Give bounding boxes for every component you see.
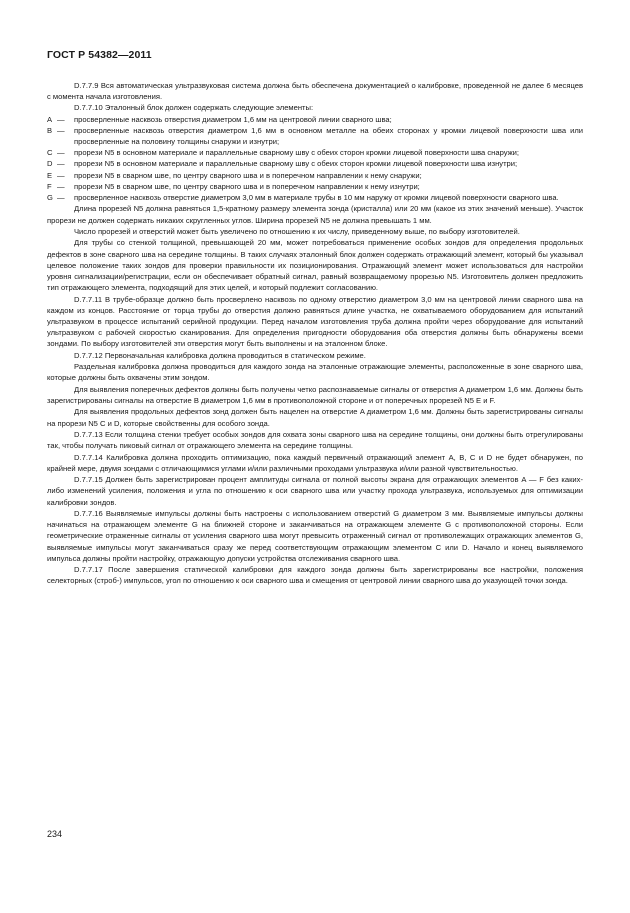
list-item-key: E bbox=[47, 170, 53, 180]
paragraph-d7-7-11: D.7.7.11 В трубе-образце должно быть просверлено насквозь по одному отверстию диаметром 3,0 мм на центровой линии сварного шва на каждом из концов. Расстояние от торца трубы до отверстия должно равняться длине участка, не охватываемого оборудованием для испытаний ультразвуком в процессе испытаний серийной продукции. Перед началом изготовления труба должна пройти через оборудование для испытаний ультразвуком с рабочей скоростью сканирования. Для определения пригодности оборудования оба отверстия должны быть обнаружены всеми зондами. По выбору изготовителей эти отверстия могут быть выполнены и на эталонном блоке. bbox=[47, 294, 583, 349]
list-item-c bbox=[47, 147, 583, 158]
list-item-dash: — bbox=[57, 114, 65, 124]
list-item-key: F bbox=[47, 181, 52, 191]
list-item-dash: — bbox=[57, 159, 65, 169]
list-item-e bbox=[47, 170, 583, 181]
list-item-text: просверленные насквозь отверстия диаметром 1,6 мм в основном металле на обеих сторонах у кромки лицевой поверхности шва или просверленные на половину толщины снаружи и изнутри; bbox=[74, 125, 583, 147]
paragraph-d7-7-14: D.7.7.14 Калибровка должна проходить оптимизацию, пока каждый первичный отражающий элемент A, B, C и D не будет обнаружен, по крайней мере, двумя зондами с отличающимися углами и/или различными проходами ультразвука и/или разной чувствительностью. bbox=[47, 452, 583, 473]
list-item-dash: — bbox=[57, 170, 65, 180]
list-item-text: прорези N5 в сварном шве, по центру сварного шва и в поперечном направлении к нему изнутри; bbox=[74, 181, 420, 191]
list-item-key: B bbox=[47, 125, 53, 135]
paragraph-thick-wall: Для трубы со стенкой толщиной, превышающей 20 мм, может потребоваться применение особых зондов для определения продольных дефектов в зоне сварного шва на середине толщины. В таких случаях эталонный блок должен содержать отражающий элемент, который бы указывал целевое положение таких зондов для проверки правильности их позиционирования. Отражающий элемент может использоваться для настройки уровня сигнализации/регистрации, если он обеспечивает обратный сигнал, равный возвращаемому прорезью N5. Изготовитель должен предложить тип отражающего элемента, подходящий для этих целей, и который подлежит согласованию. bbox=[47, 238, 583, 293]
paragraph-separate-calibration: Раздельная калибровка должна проводиться для каждого зонда на эталонные отражающие элементы, расположенные в зоне сварного шва, которые должны быть охвачены этим зондом. bbox=[47, 362, 583, 383]
list-item-key: A bbox=[47, 114, 53, 124]
reference-block-list bbox=[47, 114, 583, 204]
list-item-text: просверленные насквозь отверстия диаметром 1,6 мм на центровой линии сварного шва; bbox=[74, 114, 392, 124]
page-number: 234 bbox=[47, 829, 63, 839]
list-item-key: C bbox=[47, 148, 53, 158]
list-item-b bbox=[47, 125, 583, 147]
list-item-text: просверленное насквозь отверстие диаметром 3,0 мм в материале трубы в 10 мм наружу от кромки лицевой поверхности сварного шва. bbox=[74, 193, 559, 203]
paragraph-d7-7-9: D.7.7.9 Вся автоматическая ультразвуковая система должна быть обеспечена документацией о калибровке, проведенной не далее 6 месяцев с момента начала изготовления. bbox=[47, 81, 583, 102]
list-item-text: прорези N5 в сварном шве, по центру сварного шва и в поперечном направлении к нему снаружи; bbox=[74, 170, 422, 180]
list-item-g bbox=[47, 192, 583, 203]
paragraph-transverse-defects: Для выявления поперечных дефектов должны быть получены четко распознаваемые сигналы от отверстия A диаметром 1,6 мм. Должны быть зарегистрированы сигналы на отверстие B диаметром 1,6 мм в противоположной стороне и от поперечных прорезей N5 E и F. bbox=[47, 384, 583, 405]
paragraph-d7-7-13: D.7.7.13 Если толщина стенки требует особых зондов для охвата зоны сварного шва на середине толщины, они должны быть отрегулированы так, чтобы получать пиковый сигнал от отражающего элемента на середине толщины. bbox=[47, 429, 583, 451]
paragraph-d7-7-12: D.7.7.12 Первоначальная калибровка должна проводиться в статическом режиме. bbox=[74, 350, 366, 360]
list-item-d bbox=[47, 158, 583, 169]
list-item-a bbox=[47, 114, 583, 125]
list-item-dash: — bbox=[57, 181, 65, 191]
paragraph-d7-7-16: D.7.7.16 Выявляемые импульсы должны быть настроены с использованием отверстий G диаметром 3 мм. Выявляемые импульсы должны начинаться на отражающем элементе G на ближней стороне и заканчиваться на отражающем элементе G с противоположной стороны. Если геометрические отраженные сигналы от усиления сварного шва могут превысить отраженный сигнал от противолежащих отражающих элементов G, выявляемые импульсы могут заканчиваться сразу же перед соответствующим отражающим элементом C или D. Начало и конец выявляемого импульса должны пройти настройку, отражающую допуски устройства отслеживания сварного шва. bbox=[47, 508, 583, 563]
list-item-f bbox=[47, 181, 583, 192]
list-item-dash: — bbox=[57, 125, 65, 135]
paragraph-slot-count: Число прорезей и отверстий может быть увеличено по отношению к их числу, приведенному выше, по выбору изготовителей. bbox=[74, 227, 520, 237]
list-item-key: D bbox=[47, 159, 53, 169]
document-header: ГОСТ Р 54382—2011 bbox=[47, 49, 152, 61]
list-item-dash: — bbox=[57, 193, 65, 203]
list-item-dash: — bbox=[57, 148, 65, 158]
list-item-key: G bbox=[47, 193, 53, 203]
list-item-text: прорези N5 в основном материале и параллельные сварному шву с обеих сторон кромки лицевой поверхности шва снаружи; bbox=[74, 148, 520, 158]
document-body bbox=[47, 80, 583, 587]
paragraph-d7-7-10: D.7.7.10 Эталонный блок должен содержать следующие элементы: bbox=[74, 103, 314, 113]
paragraph-d7-7-17: D.7.7.17 После завершения статической калибровки для каждого зонда должны быть зарегистрированы все настройки, положения селекторных (строб-) импульсов, угол по отношению к оси сварного шва и смещения от центровой линии сварного шва до указующей точки зонда. bbox=[47, 565, 583, 586]
paragraph-longitudinal-defects: Для выявления продольных дефектов зонд должен быть нацелен на отверстие A диаметром 1,6 мм. Должны быть зарегистрированы сигналы на прорези N5 C и D, которые свойственны для особого зонда. bbox=[47, 407, 583, 428]
list-item-text: прорези N5 в основном материале и параллельные сварному шву с обеих сторон кромки лицевой поверхности шва изнутри; bbox=[74, 159, 518, 169]
paragraph-d7-7-15: D.7.7.15 Должен быть зарегистрирован процент амплитуды сигнала от полной высоты экрана для отражающих элементов A — F без каких-либо изменений усиления, положения и угла по отношению к оси сварного шва или участку прохода ультразвука, используемых для оптимизации калибровки зондов. bbox=[47, 475, 583, 507]
paragraph-slot-length: Длина прорезей N5 должна равняться 1,5-кратному размеру элемента зонда (кристалла) или 20 мм (какое из этих значений меньше). Участок прорези не должен содержать никаких скругленных углов. Ширина прорезей N5 не должна превышать 1 мм. bbox=[47, 204, 583, 225]
